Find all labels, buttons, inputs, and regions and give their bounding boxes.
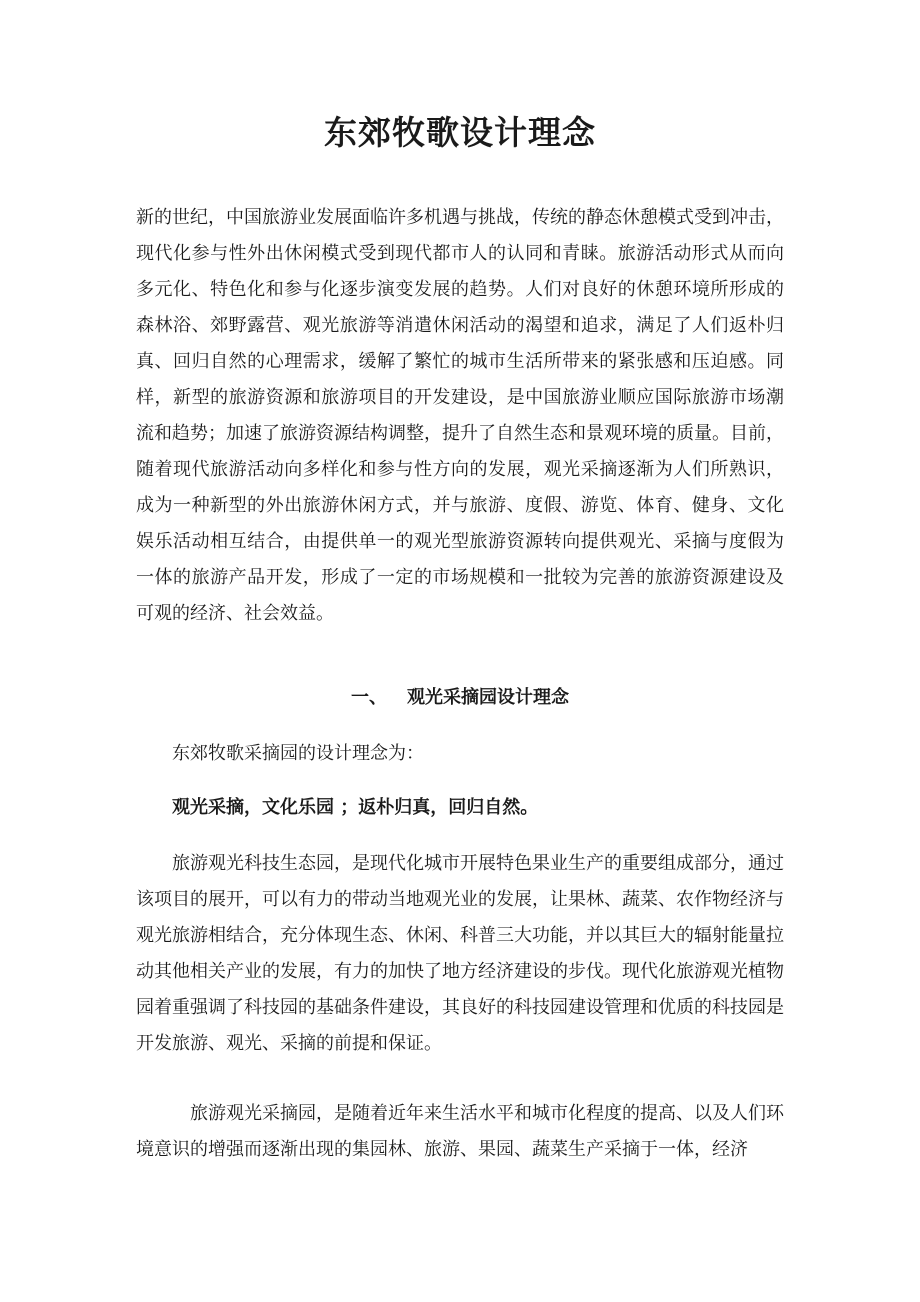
- concept-intro-paragraph: 东郊牧歌采摘园的设计理念为：: [172, 743, 424, 764]
- intro-paragraph: 新的世纪，中国旅游业发展面临许多机遇与挑战，传统的静态休憩模式受到冲击， 现代化参与性外出休闲模式受到现代都市人的认同和青睐。旅游活动形式从而向 多元化、特色化和参与化逐步演变发展的趋势。人们对良好的休憩环境所形成的 森林浴、郊野露营、观光旅游等消遣休闲活动的渴望和追求，满足了人们返朴归 真、回归自然的心理需求，缓解了繁忙的城市生活所带来的紧张感和压迫感。同 样，新型的旅游资源和旅游项目的开发建设，是中国旅游业顺应国际旅游市场潮 流和趋势；加速了旅游资源结构调整，提升了自然生态和景观环境的质量。目前， 随着现代旅游活动向多样化和参与性方向的发展，观光采摘逐渐为人们所熟识， 成为一种新型的外出旅游休闲方式，并与旅游、度假、游览、体育、健身、文化 娱乐活动相互结合，由提供单一的观光型旅游资源转向提供观光、采摘与度假为 一体的旅游产品开发，形成了一定的市场规模和一批较为完善的旅游资源建设及 可观的经济、社会效益。: [136, 207, 784, 624]
- document-title: 东郊牧歌设计理念: [324, 113, 596, 152]
- eco-park-paragraph: 旅游观光科技生态园，是现代化城市开展特色果业生产的重要组成部分，通过该项目的展开，可以有力的带动当地观光业的发展，让果林、蔬菜、农作物经济与观光旅游相结合，充分体现生态、休闲、科普三大功能，并以其巨大的辐射能量拉动其他相关产业的发展，有力的加快了地方经济建设的步伐。现代化旅游观光植物园着重强调了科技园的基础条件建设，其良好的科技园建设管理和优质的科技园是开发旅游、观光、采摘的前提和保证。: [136, 853, 784, 1054]
- section-heading: [0, 680, 920, 716]
- section-number: 一、: [351, 687, 387, 708]
- section-heading-text: 观光采摘园设计理念: [407, 687, 569, 708]
- picking-park-paragraph: 旅游观光采摘园，是随着近年来生活水平和城市化程度的提高、以及人们环境意识的增强而逐渐出现的集园林、旅游、果园、蔬菜生产采摘于一体，经济: [136, 1103, 784, 1160]
- slogan-paragraph: 观光采摘，文化乐园 ；返朴归真，回归自然。: [172, 797, 539, 818]
